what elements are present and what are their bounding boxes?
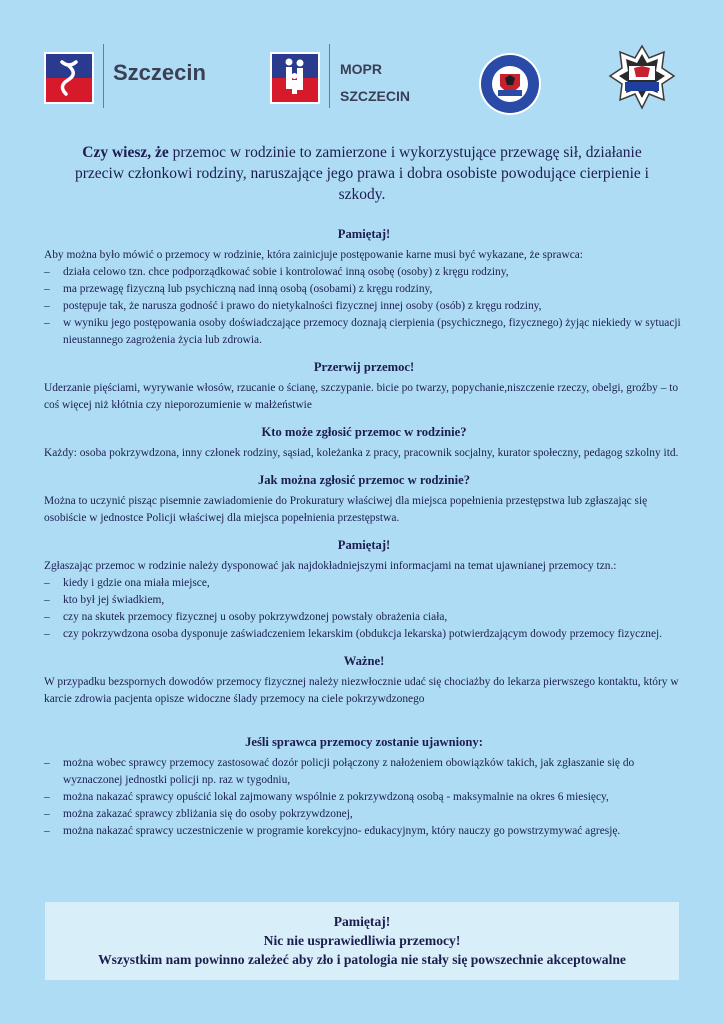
footer-line-1: Pamiętaj!: [333, 914, 391, 929]
list-item: – można zakazać sprawcy zbliżania się do osoby pokrzywdzonej,: [44, 806, 684, 823]
section-text: Zgłaszając przemoc w rodzinie należy dysponować jak najdokładniejszymi informacjami na temat ujawnianej przemocy tzn.:: [44, 560, 617, 572]
section-stop-violence: [44, 359, 684, 414]
intro-lead: Czy wiesz, że: [82, 144, 169, 161]
list-item: – działa celowo tzn. chce podporządkować sobie i kontrolować inną osobę (osoby) z kręgu rodziny,: [44, 264, 684, 281]
footer-callout: [45, 902, 679, 980]
section-remember-1: [44, 226, 684, 349]
list-item: – można wobec sprawcy przemocy zastosować dozór policji połączony z nałożeniem obowiązków takich, jak zgłaszanie się do wyznaczonej jednostki policji np. raz w tygodniu,: [44, 755, 684, 789]
section-heading: Pamiętaj!: [337, 538, 391, 552]
list-item: – można nakazać sprawcy opuścić lokal zajmowany wspólnie z pokrzywdzoną osobą - maksymalnie na okres 6 miesięcy,: [44, 789, 684, 806]
section-who-can-report: [44, 424, 684, 462]
section-text: W przypadku bezspornych dowodów przemocy fizycznej należy niezwłocznie udać się chociażby do lekarza pierwszego kontaktu, który w karcie zdrowia pacjenta opisze widoczne ślady przemocy na ciele pokrzywdzonego: [44, 676, 679, 705]
section-heading: Kto może zgłosić przemoc w rodzinie?: [261, 425, 467, 439]
mopr-logo: [270, 52, 320, 104]
section-heading: Jak można zgłosić przemoc w rodzinie?: [257, 473, 471, 487]
list-item: – kiedy i gdzie ona miała miejsce,: [44, 575, 684, 592]
header: [0, 40, 724, 120]
bullet-list: [44, 755, 684, 840]
section-important: [44, 653, 684, 708]
main-content: [44, 226, 684, 850]
list-item: – w wyniku jego postępowania osoby doświadczające przemocy doznają cierpienia (psychicznego, fizycznego) żyjąc niekiedy w sytuacji nieustannego zagrożenia życia lub zdrowia.: [44, 315, 684, 349]
city-name: Szczecin: [113, 60, 206, 85]
footer-line-2: Nic nie usprawiedliwia przemocy!: [263, 933, 461, 948]
mopr-name: MOPR SZCZECIN: [340, 61, 410, 104]
city-police-badge: [478, 52, 542, 116]
szczecin-logo: [44, 52, 94, 104]
list-item: – ma przewagę fizyczną lub psychiczną nad inną osobą (osobami) z kręgu rodziny,: [44, 281, 684, 298]
section-text: Uderzanie pięściami, wyrywanie włosów, rzucanie o ścianę, szczypanie. bicie po twarzy, popychanie,niszczenie rzeczy, obelgi, groźby – to coś więcej niż kłótnia czy nieporozumienie w małżeństwie: [44, 382, 679, 411]
list-item: – można nakazać sprawcy uczestniczenie w programie korekcyjno- edukacyjnym, który nauczy go powstrzymywać agresję.: [44, 823, 684, 840]
intro-text: przemoc w rodzinie to zamierzone i wykorzystujące przewagę sił, działanie przeciw członkowi rodziny, naruszające jego prawa i dobra osobiste powodujące cierpienie i szkody.: [75, 144, 649, 203]
bullet-list: [44, 264, 684, 349]
bullet-list: [44, 575, 684, 643]
section-text: Aby można było mówić o przemocy w rodzinie, która zainicjuje postępowanie karne musi być wykazane, że sprawca:: [44, 249, 583, 261]
section-perpetrator-revealed: [44, 734, 684, 840]
section-heading: Przerwij przemoc!: [313, 360, 415, 374]
list-item: – kto był jej świadkiem,: [44, 592, 684, 609]
section-text: Można to uczynić pisząc pisemnie zawiadomienie do Prokuratury właściwej dla miejsca popełnienia przestępstwa lub zgłaszając się osobiście w jednostce Policji właściwej dla miejsca popełnienia przestępstwa.: [44, 495, 648, 524]
list-item: – czy na skutek przemocy fizycznej u osoby pokrzywdzonej powstały obrażenia ciała,: [44, 609, 684, 626]
section-remember-2: [44, 537, 684, 643]
section-heading: Jeśli sprawca przemocy zostanie ujawniony:: [245, 735, 483, 749]
police-star-badge: [608, 44, 676, 116]
list-item: – czy pokrzywdzona osoba dysponuje zaświadczeniem lekarskim (obdukcja lekarska) potwierdzającym dowody przemocy fizycznej.: [44, 626, 684, 643]
section-heading: Pamiętaj!: [337, 227, 391, 241]
list-item: – postępuje tak, że narusza godność i prawo do nietykalności fizycznej innej osoby (osób) z kręgu rodziny,: [44, 298, 684, 315]
intro-paragraph: [60, 142, 664, 205]
section-how-to-report: [44, 472, 684, 527]
footer-line-3: Wszystkim nam powinno zależeć aby zło i patologia nie stały się powszechnie akceptowalne: [98, 952, 626, 967]
section-text: Każdy: osoba pokrzywdzona, inny członek rodziny, sąsiad, koleżanka z pracy, pracownik socjalny, kurator społeczny, pedagog szkolny itd.: [44, 447, 679, 459]
section-heading: Ważne!: [343, 654, 385, 668]
